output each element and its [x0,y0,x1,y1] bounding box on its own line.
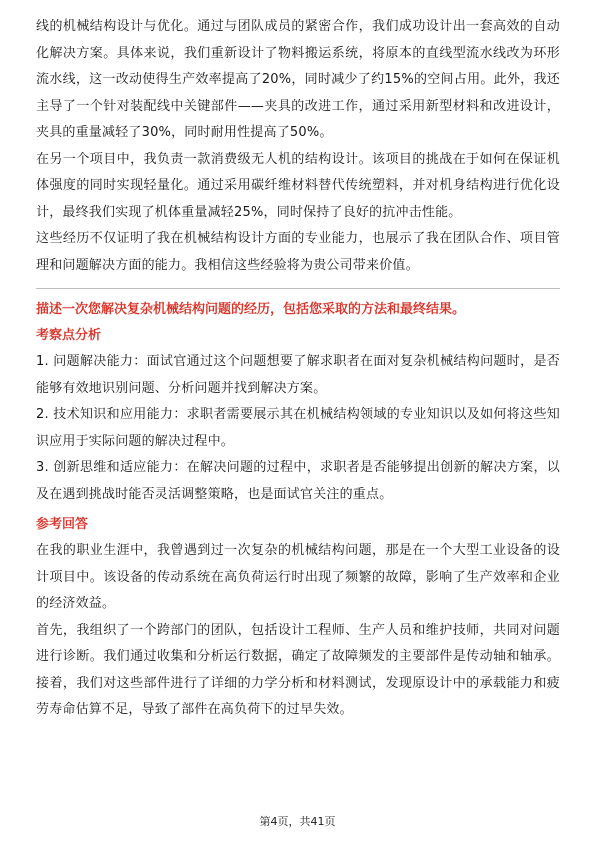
body-paragraph: 线的机械结构设计与优化。通过与团队成员的紧密合作，我们成功设计出一套高效的自动化解决方案。具体来说，我们重新设计了物料搬运系统，将原本的直线型流水线改为环形流水线，这一改动使得生产效率提高了20%，同时减少了约15%的空间占用。此外，我还主导了一个针对装配线中关键部件——夹具的改进工作，通过采用新型材料和改进设计，夹具的重量减轻了30%，同时耐用性提高了50%。 [36,19,560,140]
answer-heading: 参考回答 [36,517,89,532]
analysis-heading: 考察点分析 [36,328,102,343]
page-number-footer: 第4页，共41页 [259,815,336,828]
interview-question: 描述一次您解决复杂机械结构问题的经历，包括您采取的方法和最终结果。 [36,302,466,317]
analysis-item: 1. 问题解决能力：面试官通过这个问题想要了解求职者在面对复杂机械结构问题时，是否能够有效地识别问题、分析问题并找到解决方案。 [36,354,560,396]
analysis-item: 2. 技术知识和应用能力：求职者需要展示其在机械结构领域的专业知识以及如何将这些知识应用于实际问题的解决过程中。 [36,407,560,449]
body-paragraph: 这些经历不仅证明了我在机械结构设计方面的专业能力，也展示了我在团队合作、项目管理和问题解决方面的能力。我相信这些经验将为贵公司带来价值。 [36,231,560,273]
page-content [36,14,560,724]
body-paragraph: 在另一个项目中，我负责一款消费级无人机的结构设计。该项目的挑战在于如何在保证机体强度的同时实现轻量化。通过采用碳纤维材料替代传统塑料，并对机身结构进行优化设计，最终我们实现了机体重量减轻25%，同时保持了良好的抗冲击性能。 [36,151,560,220]
section-divider [36,288,560,289]
answer-paragraph: 在我的职业生涯中，我曾遇到过一次复杂的机械结构问题，那是在一个大型工业设备的设计项目中。该设备的传动系统在高负荷运行时出现了频繁的故障，影响了生产效率和企业的经济效益。 [36,543,560,611]
answer-paragraph: 首先，我组织了一个跨部门的团队，包括设计工程师、生产人员和维护技师，共同对问题进行诊断。我们通过收集和分析运行数据，确定了故障频发的主要部件是传动轴和轴承。接着，我们对这些部件进行了详细的力学分析和材料测试，发现原设计中的承载能力和疲劳寿命估算不足，导致了部件在高负荷下的过早失效。 [36,622,560,717]
analysis-item: 3. 创新思维和适应能力：在解决问题的过程中，求职者是否能够提出创新的解决方案，以及在遇到挑战时能否灵活调整策略，也是面试官关注的重点。 [36,460,560,502]
